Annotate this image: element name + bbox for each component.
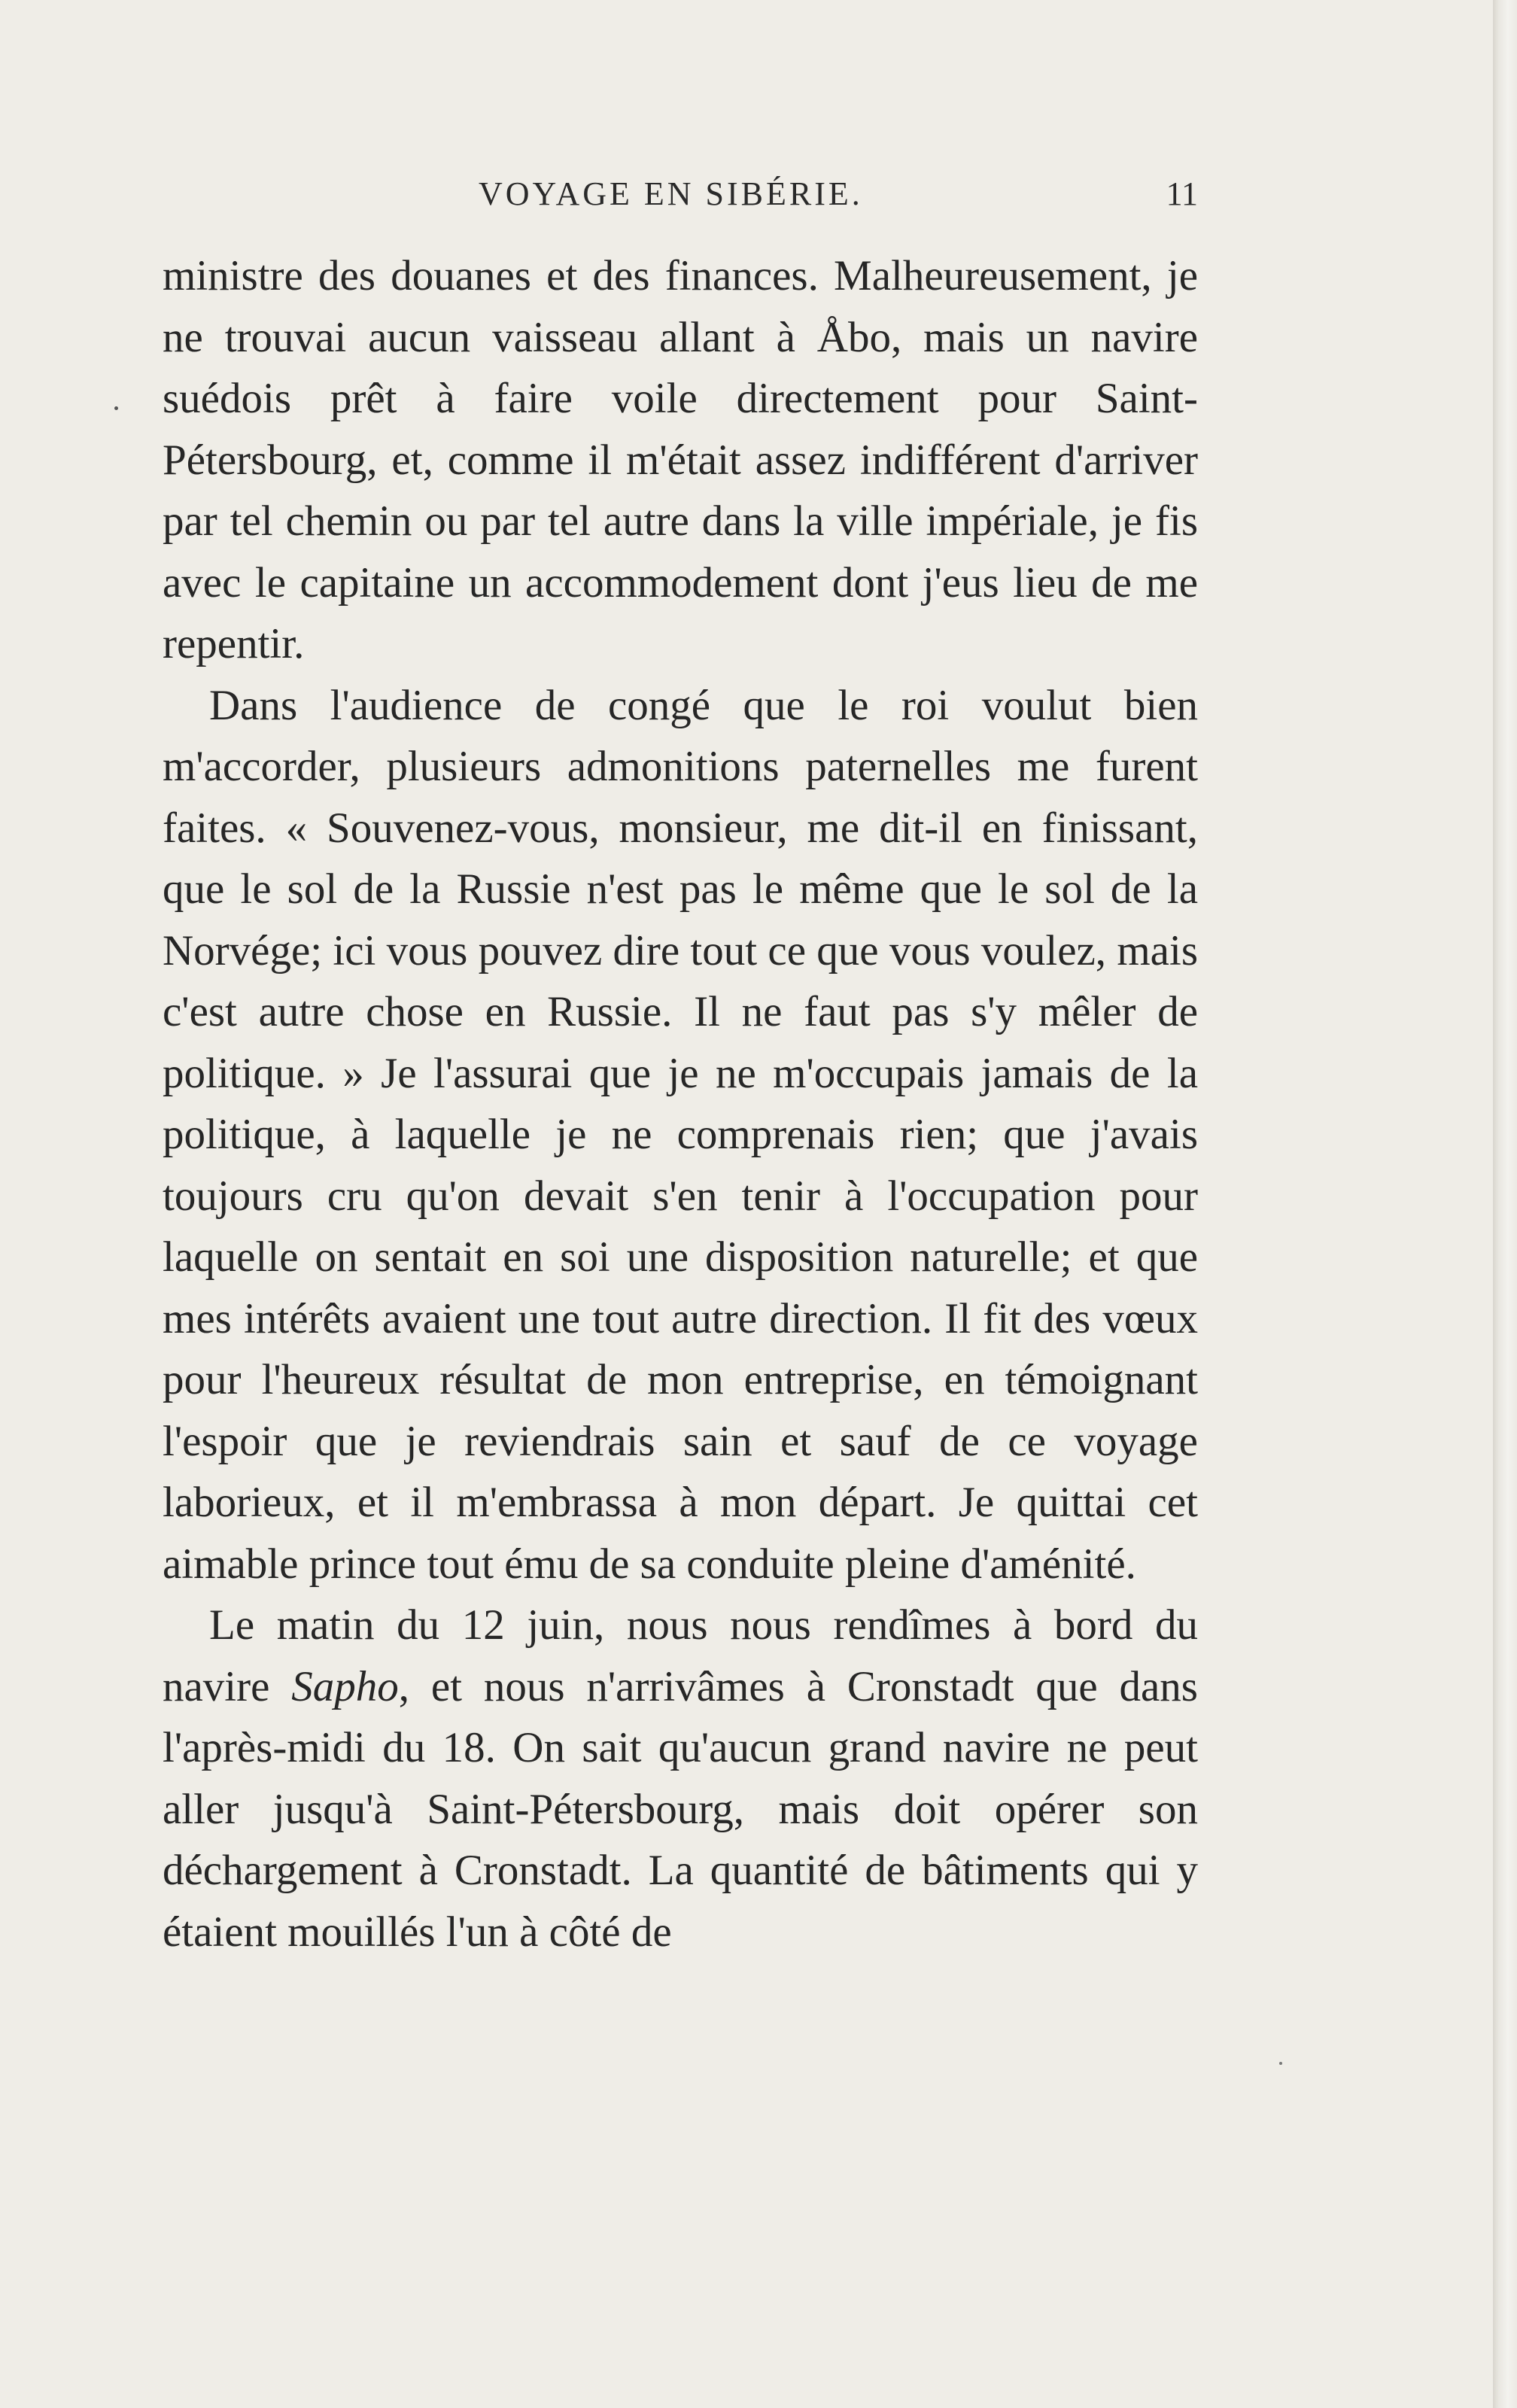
page-header [163,175,1198,220]
page-edge [1493,0,1517,2408]
paragraph-2: Dans l'audience de congé que le roi voulut bien m'accorder, plusieurs admonitions paternelles me furent faites. « Souvenez-vous, monsieur, me dit-il en finissant, que le sol de la Russie n'est pas le même que le sol de la Norvége; ici vous pouvez dire tout ce que vous voulez, mais c'est autre chose en Russie. Il ne faut pas s'y mêler de politique. » Je l'assurai que je ne m'occupais jamais de la politique, à laquelle je ne comprenais rien; que j'avais toujours cru qu'on devait s'en tenir à l'occupation pour laquelle on sentait en soi une disposition naturelle; et que mes intérêts avaient une tout autre direction. Il fit des vœux pour l'heureux résultat de mon entreprise, en témoignant l'espoir que je reviendrais sain et sauf de ce voyage laborieux, et il m'embrassa à mon départ. Je quittai cet aimable prince tout ému de sa conduite pleine d'aménité. [163,681,1198,1588]
paragraph-3-text-after: , et nous n'arrivâmes à Cronstadt que dans l'après-midi du 18. On sait qu'aucun grand navire ne peut aller jusqu'à Saint-Pétersbourg, mais doit opérer son déchargement à Cronstadt. La quantité de bâtiments qui y étaient mouillés l'un à côté de [163,1662,1198,1956]
paper-speck [1279,2062,1282,2065]
body-text [163,245,1198,1963]
paragraph-3-text-before: Le matin du 12 juin, nous nous rendîmes à bord du navire [163,1601,1198,1710]
paragraph-1: ministre des douanes et des finances. Malheureusement, je ne trouvai aucun vaisseau allant à Åbo, mais un navire suédois prêt à faire voile directement pour Saint-Pétersbourg, et, comme il m'était assez indifférent d'arriver par tel chemin ou par tel autre dans la ville impériale, je fis avec le capitaine un accommodement dont j'eus lieu de me repentir. [163,252,1198,667]
paper-speck [114,406,118,410]
paragraph-3 [163,1595,1198,1963]
page-number: 11 [1166,175,1198,212]
running-head: VOYAGE EN SIBÉRIE. [479,175,863,212]
ship-name: Sapho [291,1662,399,1710]
